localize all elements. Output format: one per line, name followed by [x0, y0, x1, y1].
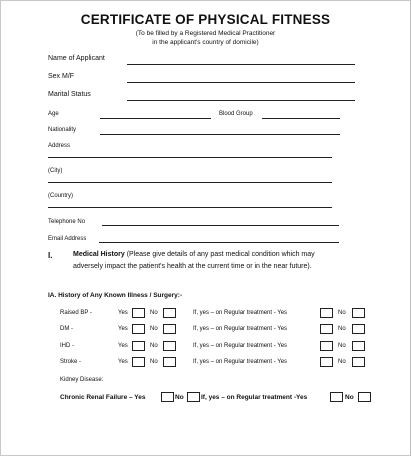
illness-yes-checkbox[interactable]: [132, 357, 145, 367]
treatment-no-checkbox[interactable]: [352, 308, 365, 318]
illness-row-label: DM -: [60, 326, 73, 332]
no-label: No: [150, 359, 158, 365]
illness-heading: IA. History of Any Known Illness / Surgery:-: [48, 292, 183, 299]
blood-group-label: Blood Group: [219, 111, 253, 117]
document-title: CERTIFICATE OF PHYSICAL FITNESS: [80, 12, 331, 27]
country-field[interactable]: [48, 207, 332, 208]
kidney-disease-label: Kidney Disease:: [60, 377, 104, 383]
marital-status-label: Marital Status: [48, 91, 91, 98]
if-yes-treatment-label: If, yes – on Regular treatment - Yes: [193, 359, 288, 365]
subtitle-line-2: in the applicant's country of domicile): [152, 39, 259, 46]
medical-history-text-1: (Please give details of any past medical condition which may: [126, 251, 315, 258]
illness-no-checkbox[interactable]: [163, 324, 176, 334]
if-yes-treatment-label: If, yes – on Regular treatment - Yes: [193, 326, 288, 332]
illness-row-label: IHD -: [60, 343, 74, 349]
crf-treatment-no-checkbox[interactable]: [358, 392, 371, 402]
medical-history-heading: Medical History: [73, 251, 125, 258]
treatment-yes-checkbox[interactable]: [320, 308, 333, 318]
marital-status-field[interactable]: [127, 100, 355, 101]
sex-label: Sex M/F: [48, 73, 75, 80]
treatment-no-label: No: [338, 359, 346, 365]
illness-no-checkbox[interactable]: [163, 341, 176, 351]
crf-treatment-no-label: No: [345, 394, 354, 401]
illness-yes-checkbox[interactable]: [132, 341, 145, 351]
crf-no-checkbox[interactable]: [187, 392, 200, 402]
city-label: (City): [48, 168, 63, 174]
yes-label: Yes: [118, 310, 128, 316]
medical-history-line-1: [73, 249, 363, 261]
age-label: Age: [48, 111, 59, 117]
treatment-no-label: No: [338, 310, 346, 316]
illness-no-checkbox[interactable]: [163, 357, 176, 367]
treatment-yes-checkbox[interactable]: [320, 341, 333, 351]
subtitle-line-1: (To be filled by a Registered Medical Practitioner: [135, 30, 276, 37]
treatment-no-checkbox[interactable]: [352, 341, 365, 351]
email-field[interactable]: [99, 242, 339, 243]
illness-row-label: Raised BP -: [60, 310, 92, 316]
address-label: Address: [48, 143, 71, 149]
crf-label: Chronic Renal Failure – Yes: [60, 394, 146, 401]
no-label: No: [150, 310, 158, 316]
no-label: No: [150, 326, 158, 332]
illness-yes-checkbox[interactable]: [132, 324, 145, 334]
illness-row-label: Stroke -: [60, 359, 82, 365]
sex-field[interactable]: [127, 82, 355, 83]
no-label: No: [150, 343, 158, 349]
treatment-yes-checkbox[interactable]: [320, 357, 333, 367]
address-field[interactable]: [48, 157, 332, 158]
illness-no-checkbox[interactable]: [163, 308, 176, 318]
email-label: Email Address: [48, 236, 87, 242]
section-number: I.: [48, 251, 53, 260]
illness-yes-checkbox[interactable]: [132, 308, 145, 318]
yes-label: Yes: [118, 359, 128, 365]
if-yes-treatment-label: If, yes – on Regular treatment - Yes: [193, 310, 288, 316]
treatment-no-checkbox[interactable]: [352, 324, 365, 334]
treatment-yes-checkbox[interactable]: [320, 324, 333, 334]
yes-label: Yes: [118, 326, 128, 332]
crf-treatment-yes-checkbox[interactable]: [330, 392, 343, 402]
crf-if-yes-label: If, yes – on Regular treatment -Yes: [201, 394, 308, 401]
medical-history-text-2: adversely impact the patient's health at the current time or in the near future).: [73, 263, 312, 270]
age-field[interactable]: [100, 118, 211, 119]
city-field[interactable]: [48, 182, 332, 183]
telephone-field[interactable]: [102, 225, 339, 226]
nationality-field[interactable]: [100, 134, 340, 135]
treatment-no-label: No: [338, 343, 346, 349]
name-field[interactable]: [127, 64, 355, 65]
treatment-no-checkbox[interactable]: [352, 357, 365, 367]
country-label: (Country): [48, 193, 74, 199]
name-label: Name of Applicant: [48, 55, 105, 62]
yes-label: Yes: [118, 343, 128, 349]
if-yes-treatment-label: If, yes – on Regular treatment - Yes: [193, 343, 288, 349]
treatment-no-label: No: [338, 326, 346, 332]
telephone-label: Telephone No: [48, 219, 86, 225]
crf-yes-checkbox[interactable]: [161, 392, 174, 402]
nationality-label: Nationality: [48, 127, 77, 133]
blood-group-field[interactable]: [262, 118, 340, 119]
crf-no-label: No: [175, 394, 184, 401]
